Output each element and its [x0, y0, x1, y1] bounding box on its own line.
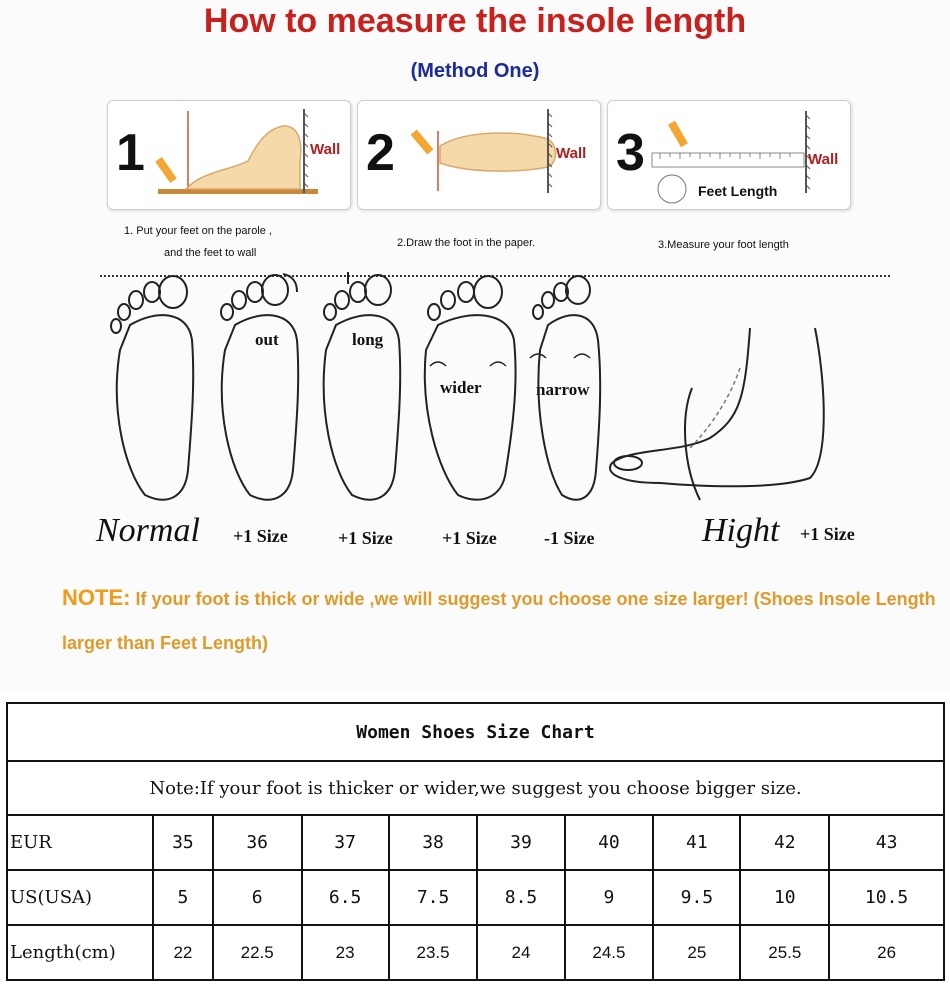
table-cell: 10 [740, 870, 829, 925]
out-foot-label: out [255, 330, 279, 349]
table-cell: 9.5 [653, 870, 740, 925]
chart-title-row [7, 703, 944, 761]
step-3-number: 3 [616, 124, 645, 182]
wider-foot-label: wider [440, 378, 482, 397]
table-cell: 43 [829, 815, 944, 870]
table-cell: 7.5 [389, 870, 478, 925]
chart-note-row [7, 761, 944, 815]
table-row [7, 815, 944, 870]
feet-length-label: Feet Length [698, 183, 778, 199]
row-header-eur: EUR [7, 815, 153, 870]
table-cell: 38 [389, 815, 478, 870]
normal-label: Normal [96, 512, 200, 549]
row-header-us: US(USA) [7, 870, 153, 925]
step-1-panel [107, 100, 351, 210]
table-row [7, 870, 944, 925]
step-2-panel [357, 100, 601, 210]
size-note [62, 576, 942, 665]
table-cell: 6 [213, 870, 302, 925]
note-text: If your foot is thick or wide ,we will suggest you choose one size larger! (Shoes Insole Length larger than Feet Length) [62, 589, 936, 653]
size-chart-table [6, 702, 945, 981]
guide-subtitle: (Method One) [410, 60, 540, 82]
wider-size-label: +1 Size [442, 528, 497, 548]
table-cell: 25.5 [740, 925, 829, 980]
long-foot-label: long [352, 330, 384, 349]
table-cell: 6.5 [302, 870, 389, 925]
table-cell: 24 [477, 925, 564, 980]
wall-label-1: Wall [310, 141, 341, 158]
chart-title: Women Shoes Size Chart [7, 703, 944, 761]
step-2-caption: 2.Draw the foot in the paper. [397, 237, 536, 249]
table-cell: 22.5 [213, 925, 302, 980]
step-3-panel [607, 100, 851, 210]
step-1-number: 1 [116, 124, 145, 182]
long-size-label: +1 Size [338, 528, 393, 548]
table-cell: 23 [302, 925, 389, 980]
chart-note: Note:If your foot is thicker or wider,we suggest you choose bigger size. [7, 761, 944, 815]
normal-foot-icon [100, 270, 210, 510]
table-cell: 35 [153, 815, 213, 870]
table-cell: 26 [829, 925, 944, 980]
table-cell: 5 [153, 870, 213, 925]
guide-title: How to measure the insole length [203, 2, 747, 40]
long-foot-icon [312, 270, 422, 510]
out-size-label: +1 Size [233, 526, 288, 546]
step-1-caption: 1. Put your feet on the parole , and the feet to wall [124, 225, 272, 259]
step-2-number: 2 [366, 124, 395, 182]
table-cell: 22 [153, 925, 213, 980]
table-cell: 9 [565, 870, 654, 925]
table-cell: 24.5 [565, 925, 654, 980]
note-key: NOTE: [62, 585, 131, 610]
wall-label-2: Wall [556, 145, 587, 162]
out-foot-icon [205, 270, 315, 510]
wall-label-3: Wall [808, 151, 839, 168]
hight-size-label: +1 Size [800, 524, 855, 544]
table-cell: 10.5 [829, 870, 944, 925]
table-row [7, 925, 944, 980]
table-cell: 37 [302, 815, 389, 870]
step-3-caption: 3.Measure your foot length [658, 239, 789, 251]
row-header-length: Length(cm) [7, 925, 153, 980]
table-cell: 42 [740, 815, 829, 870]
table-cell: 8.5 [477, 870, 564, 925]
table-cell: 23.5 [389, 925, 478, 980]
narrow-foot-label: narrow [536, 380, 590, 399]
high-instep-foot-icon [600, 318, 840, 508]
table-cell: 39 [477, 815, 564, 870]
table-cell: 40 [565, 815, 654, 870]
narrow-size-label: -1 Size [544, 528, 595, 548]
table-cell: 25 [653, 925, 740, 980]
table-cell: 36 [213, 815, 302, 870]
table-cell: 41 [653, 815, 740, 870]
hight-label: Hight [702, 512, 780, 549]
